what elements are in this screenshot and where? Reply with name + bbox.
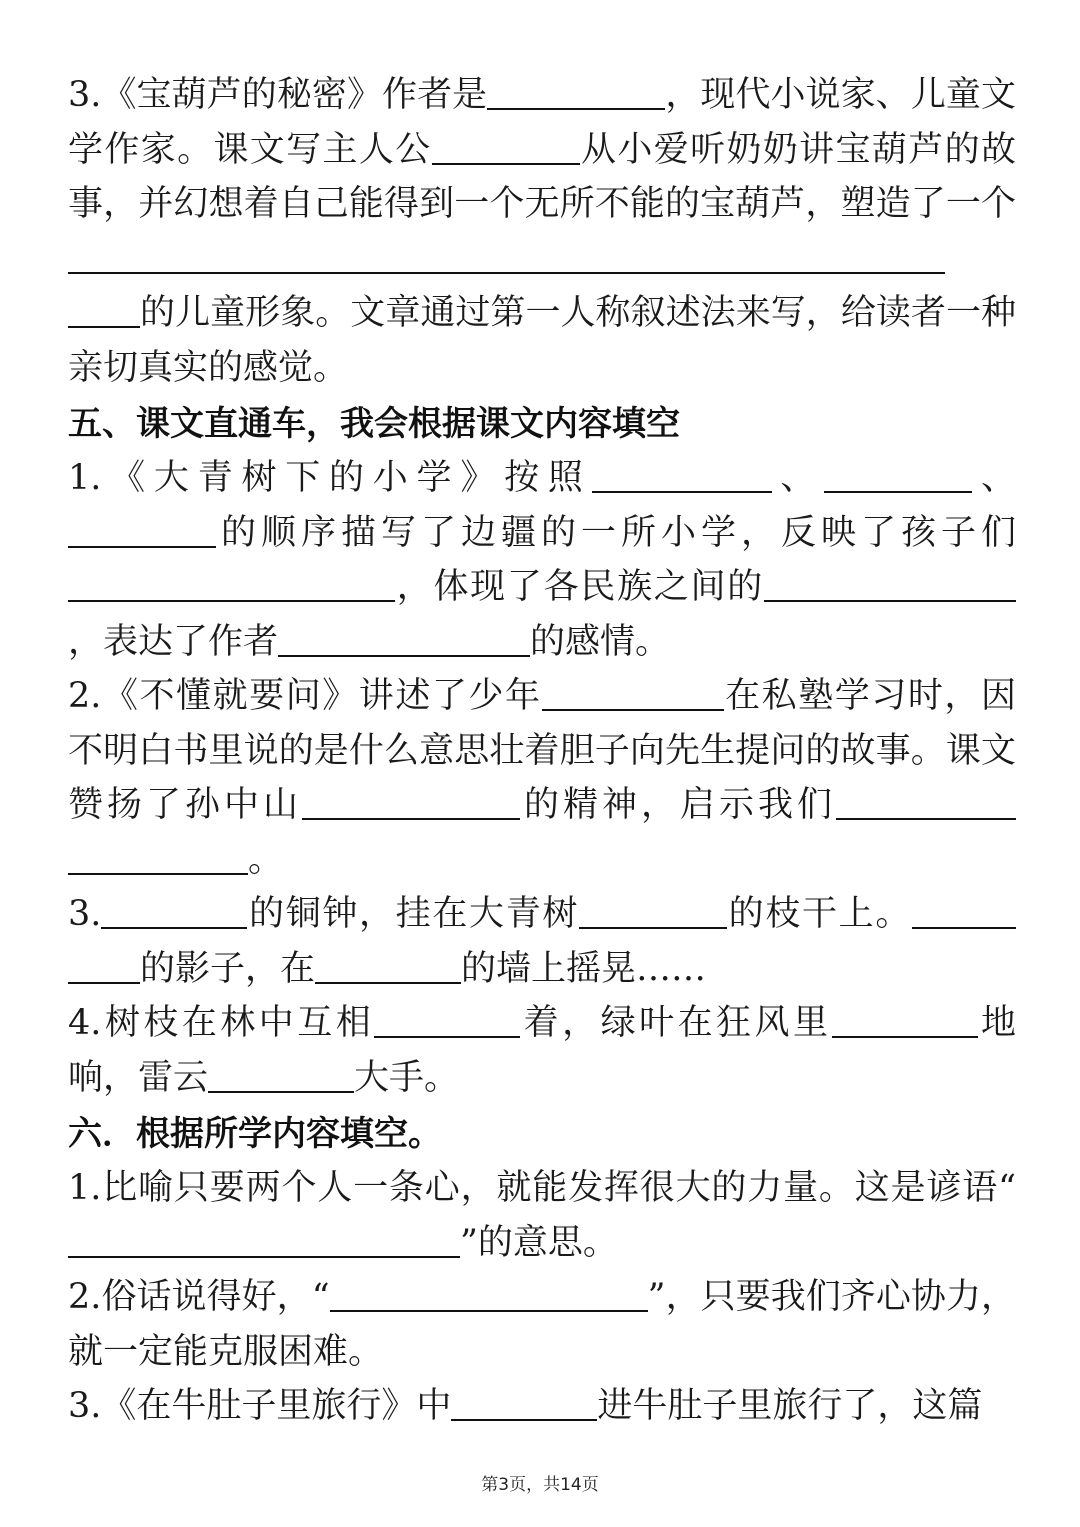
text: 的铜钟，挂在大青树 xyxy=(247,894,580,934)
answer-blank[interactable] xyxy=(101,892,247,929)
text: 4.树枝在林中互相 xyxy=(68,1003,375,1043)
answer-blank[interactable] xyxy=(68,237,945,274)
text: 3.《在牛肚子里旅行》中 xyxy=(68,1386,452,1426)
text: 从小爱听奶奶讲宝葫芦的故事，并幻想着自己能得到一个无所不能的宝葫芦，塑造了一个 xyxy=(68,129,1016,224)
text: 3.《宝葫芦的秘密》作者是 xyxy=(68,75,488,115)
answer-blank[interactable] xyxy=(824,456,972,493)
text: 的感情。 xyxy=(530,621,671,662)
answer-blank[interactable] xyxy=(208,1056,354,1093)
text: 3. xyxy=(68,894,102,934)
question-5-4 xyxy=(68,996,1016,1105)
answer-blank[interactable] xyxy=(912,892,1016,929)
text: 进牛肚子里旅行了，这篇 xyxy=(597,1386,983,1426)
section-6-heading: 六．根据所学内容填空。 xyxy=(68,1114,442,1154)
text: 1.比喻只要两个人一条心，就能发挥很大的力量。这是谚语“ xyxy=(68,1168,1016,1208)
text: 的精神，启示我们 xyxy=(520,785,836,825)
question-5-2 xyxy=(68,669,1016,887)
answer-blank[interactable] xyxy=(832,1001,978,1038)
question-6-2 xyxy=(68,1270,1016,1379)
answer-blank[interactable] xyxy=(487,73,665,110)
text: 1.《大青树下的小学》按照 xyxy=(68,458,592,498)
text: 。 xyxy=(248,839,284,880)
section-5-heading: 五、课文直通车，我会根据课文内容填空 xyxy=(68,404,680,444)
answer-blank[interactable] xyxy=(68,947,140,984)
answer-blank[interactable] xyxy=(330,1275,648,1312)
text: 的墙上摇晃…… xyxy=(461,948,707,989)
text: 的枝干上。 xyxy=(727,894,912,934)
answer-blank[interactable] xyxy=(68,511,216,548)
text: 、 xyxy=(771,458,825,498)
answer-blank[interactable] xyxy=(764,565,1016,602)
answer-blank[interactable] xyxy=(68,291,140,328)
text: 在私塾学习时，因不明白书里说的是什么意思壮着胆子向先生提问的故事。课文赞扬了孙中山 xyxy=(68,676,1016,825)
answer-blank[interactable] xyxy=(350,620,530,657)
text: 、 xyxy=(972,458,1016,498)
answer-blank[interactable] xyxy=(542,674,724,711)
question-5-3 xyxy=(68,887,1016,996)
answer-blank[interactable] xyxy=(315,947,461,984)
text: 着，绿叶在狂风里 xyxy=(520,1003,832,1043)
text: 2.《不懂就要问》讲述了少年 xyxy=(68,676,542,716)
text: 的儿童形象。文章通过第一人称叙述法来写，给读者一种亲切真实的感觉。 xyxy=(68,293,1016,388)
question-6-1 xyxy=(68,1161,1016,1270)
question-6-3 xyxy=(68,1379,1016,1434)
text: 地响，雷云 xyxy=(68,1003,1016,1098)
question-5-1 xyxy=(68,451,1016,669)
answer-blank[interactable] xyxy=(374,1001,520,1038)
text: ，现代小说家、儿童文学作家。课文写主人公 xyxy=(68,75,1016,170)
answer-blank[interactable] xyxy=(68,1221,460,1258)
answer-blank[interactable] xyxy=(302,783,520,820)
answer-blank[interactable] xyxy=(451,1384,597,1421)
answer-blank[interactable] xyxy=(323,565,395,602)
answer-blank[interactable] xyxy=(579,892,727,929)
answer-blank[interactable] xyxy=(592,456,772,493)
text: 大手。 xyxy=(354,1057,460,1098)
text: 的影子，在 xyxy=(140,948,316,989)
answer-blank[interactable] xyxy=(278,620,350,657)
answer-blank[interactable] xyxy=(432,128,580,165)
worksheet-page xyxy=(68,68,1016,1434)
answer-blank[interactable] xyxy=(68,838,248,875)
answer-blank[interactable] xyxy=(68,565,323,602)
question-4-3 xyxy=(68,68,1016,395)
text: ，表达了作者 xyxy=(68,621,279,662)
text: ，体现了各民族之间的 xyxy=(395,567,764,607)
page-number: 第3页，共14页 xyxy=(481,1475,599,1495)
answer-blank[interactable] xyxy=(836,783,1016,820)
text: ”，只要我们齐心协力，就一定能克服困难。 xyxy=(68,1277,1016,1372)
text: 的顺序描写了边疆的一所小学，反映了孩子们 xyxy=(216,512,1016,553)
text: 2.俗话说得好，“ xyxy=(68,1277,330,1317)
text: ”的意思。 xyxy=(460,1222,618,1263)
